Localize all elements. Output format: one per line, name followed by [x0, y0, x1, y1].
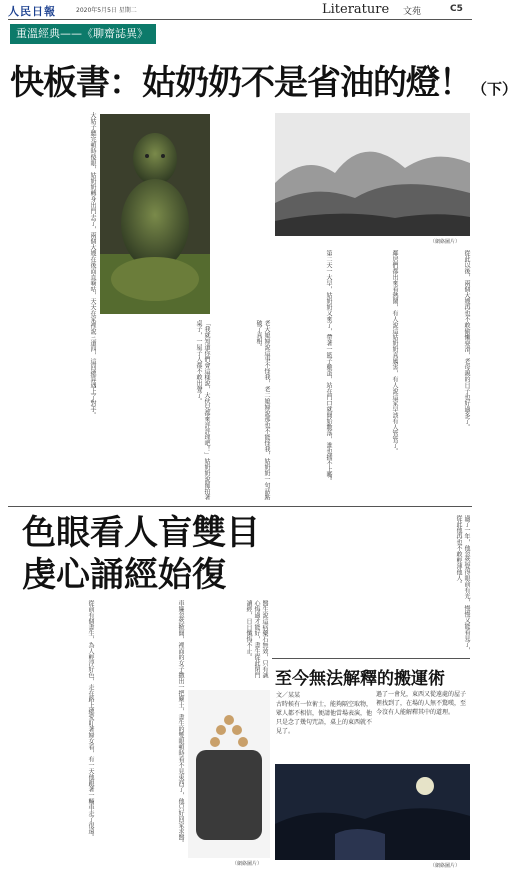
- prayer-beads-photo: [188, 690, 270, 858]
- mountain-landscape-photo: [275, 113, 470, 236]
- section-title-cn: 文苑: [403, 7, 422, 17]
- article1-headline-suffix: （下）: [472, 80, 517, 98]
- article1-column-1: 大姑子聽完頓時傻眼，姑奶奶轉身出門去了，兩個大嫂在後面直嘀咕，天天在家裡說三道四，這回總算遇上了對手。: [89, 112, 96, 418]
- masthead-date: 2020年5月5日 星期二: [76, 7, 137, 14]
- beads-photo-caption: （網絡圖片）: [232, 861, 263, 867]
- article3-top-divider: [272, 658, 470, 659]
- section-title: Literature: [322, 2, 390, 17]
- article3-column-2: 過了一會兒，東西又從遠處的屋子裡找到了，在場的人無不驚嘆，至今沒有人能解釋其中的道理。: [376, 691, 467, 716]
- night-landscape-photo: [275, 764, 470, 860]
- article2-column-3: 醫生說這病藥石無效，只有誠心悔過才能好，書生從此閉門讀經，日日懺悔不止。: [245, 600, 268, 678]
- article2-headline-line1: 色眼看人盲雙目: [22, 513, 260, 553]
- article2-headline: [22, 512, 260, 596]
- article2-column-2: 車簾忽然掀開，裡面的女子撒出一把塵土，書生的雙眼頓時看不見東西了，他只好回家求醫。: [177, 600, 184, 846]
- article1-column-4: 第二天一大早，姑奶奶又來了，帶著一籃子雞蛋，站在門口就開始數落，誰也插不上嘴。: [325, 250, 332, 484]
- article2-headline-line2: 虔心誦經始復: [22, 555, 226, 595]
- statue-photo: [100, 114, 210, 314]
- page-number: C5: [450, 4, 463, 14]
- article3-column-1: 古時候有一位術士，能夠隔空取物，眾人都不相信，便請他當場表演，他只是念了幾句咒語，桌上的東西就不見了。: [276, 701, 373, 735]
- article1-column-2: 「我就知道你們會這樣說，大伙兒都來評評理吧！」姑奶奶說罷拍著桌子，一屋子人都不敢出聲了。: [195, 320, 210, 500]
- article2-column-1: 從前有個書生，為人輕浮好色，走在路上總愛盯著婦女看，有一天他跟著一輛車走了很遠。: [87, 600, 94, 840]
- series-banner: 重溫經典——《聊齋誌異》: [10, 24, 156, 44]
- article2-column-4: 過了一年，他忽然覺得眼前有光，慢慢又能看見了，從此他再也不敢輕薄他人。: [455, 515, 470, 653]
- article1-column-6: 從此以後，兩個大嫂再也不敢偷懶耍滑，老母親的日子也好過多了。: [463, 250, 470, 430]
- article1-column-5: 鄰居們都出來看熱鬧，有人說這姑奶奶真厲害，有人說這家早該有人管管了。: [391, 250, 398, 454]
- masthead-logo: 人民日報: [8, 5, 56, 18]
- article1-headline-main: 快板書：姑奶奶不是省油的燈！: [10, 63, 472, 103]
- section-divider: [8, 506, 472, 507]
- article3-byline: 文／某某: [276, 692, 301, 699]
- article3-headline: 至今無法解釋的搬運術: [275, 669, 445, 689]
- night-photo-caption: （網絡圖片）: [430, 863, 461, 869]
- article1-headline: [10, 55, 517, 104]
- header-divider: [8, 19, 472, 20]
- mountain-photo-caption: （網絡圖片）: [430, 239, 461, 245]
- article1-column-3: 老大媳婦說這事不怪我，老二媳婦說那也不能怪我，姑奶奶一句話點破了真相。: [255, 320, 270, 500]
